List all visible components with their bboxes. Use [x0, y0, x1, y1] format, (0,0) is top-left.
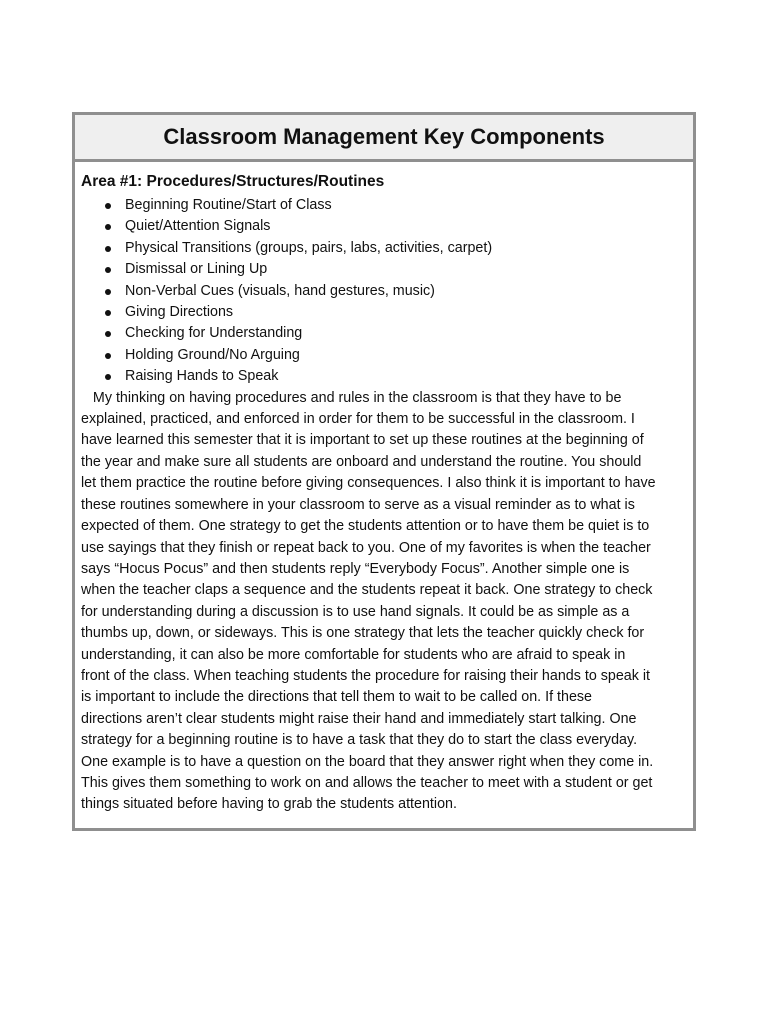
list-item [81, 259, 687, 280]
paragraph-line: use sayings that they finish or repeat back to you. One of my favorites is when the teacher [81, 539, 651, 556]
bullet-dot-icon [105, 331, 111, 337]
list-item [81, 281, 687, 302]
list-item-text: Physical Transitions (groups, pairs, labs, activities, carpet) [125, 239, 493, 256]
document-title: Classroom Management Key Components [163, 124, 605, 149]
paragraph-line: My thinking on having procedures and rules in the classroom is that they have to be [81, 389, 622, 406]
list-item [81, 195, 687, 216]
paragraph-line: these routines somewhere in your classroom to serve as a visual reminder as to what is [81, 496, 635, 513]
list-item [81, 345, 687, 366]
list-item-text: Checking for Understanding [125, 325, 303, 342]
list-item-text: Quiet/Attention Signals [125, 218, 271, 235]
list-item-text: Holding Ground/No Arguing [125, 346, 300, 363]
bullet-dot-icon [105, 224, 111, 230]
list-item-text: Non-Verbal Cues (visuals, hand gestures, music) [125, 282, 435, 299]
paragraph-line: front of the class. When teaching students the procedure for raising their hands to speak it [81, 667, 651, 684]
bullet-dot-icon [105, 246, 111, 252]
list-item-text: Beginning Routine/Start of Class [125, 197, 332, 213]
bullet-dot-icon [105, 203, 111, 209]
bullet-list [81, 195, 687, 388]
list-item [81, 323, 687, 344]
paragraph-line: This gives them something to work on and allows the teacher to meet with a student or get [81, 774, 653, 791]
paragraph-line: understanding, it can also be more comfortable for students who are afraid to speak in [81, 646, 626, 663]
list-item [81, 366, 687, 387]
bullet-dot-icon [105, 289, 111, 295]
bullet-dot-icon [105, 267, 111, 273]
list-item-text: Giving Directions [125, 304, 234, 321]
list-item [81, 216, 687, 237]
paragraph-line: have learned this semester that it is important to set up these routines at the beginning of [81, 432, 644, 449]
paragraph-line: let them practice the routine before giving consequences. I also think it is important to have [81, 475, 656, 492]
content-cell [75, 162, 693, 816]
list-item [81, 238, 687, 259]
paragraph-line: One example is to have a question on the board that they answer right when they come in. [81, 753, 654, 770]
area-heading: Area #1: Procedures/Structures/Routines [81, 173, 385, 190]
paragraph-line: for understanding during a discussion is to use hand signals. It could be as simple as a [81, 603, 630, 620]
list-item-text: Raising Hands to Speak [125, 368, 279, 385]
paragraph-line: when the teacher claps a sequence and the students repeat it back. One strategy to check [81, 582, 653, 599]
paragraph-line: is important to include the directions that tell them to wait to be called on. If these [81, 689, 592, 706]
paragraph-line: strategy for a beginning routine is to have a task that they do to start the class everyday. [81, 732, 638, 749]
paragraph-line: thumbs up, down, or sideways. This is one strategy that lets the teacher quickly check for [81, 625, 645, 642]
paragraph-line: directions aren’t clear students might raise their hand and immediately start talking. One [81, 710, 637, 727]
title-cell [75, 115, 693, 162]
paragraph-line: the year and make sure all students are onboard and understand the routine. You should [81, 453, 642, 470]
body-paragraph [81, 388, 687, 816]
bullet-dot-icon [105, 374, 111, 380]
bullet-dot-icon [105, 310, 111, 316]
paragraph-line: explained, practiced, and enforced in order for them to be successful in the classroom. I [81, 411, 635, 428]
bullet-dot-icon [105, 353, 111, 359]
document-table [72, 112, 696, 831]
list-item-text: Dismissal or Lining Up [125, 261, 268, 278]
paragraph-line: says “Hocus Pocus” and then students reply “Everybody Focus”. Another simple one is [81, 560, 630, 577]
paragraph-line: things situated before having to grab the students attention. [81, 796, 457, 813]
paragraph-line: expected of them. One strategy to get the students attention or to have them be quiet is to [81, 518, 650, 535]
list-item [81, 302, 687, 323]
